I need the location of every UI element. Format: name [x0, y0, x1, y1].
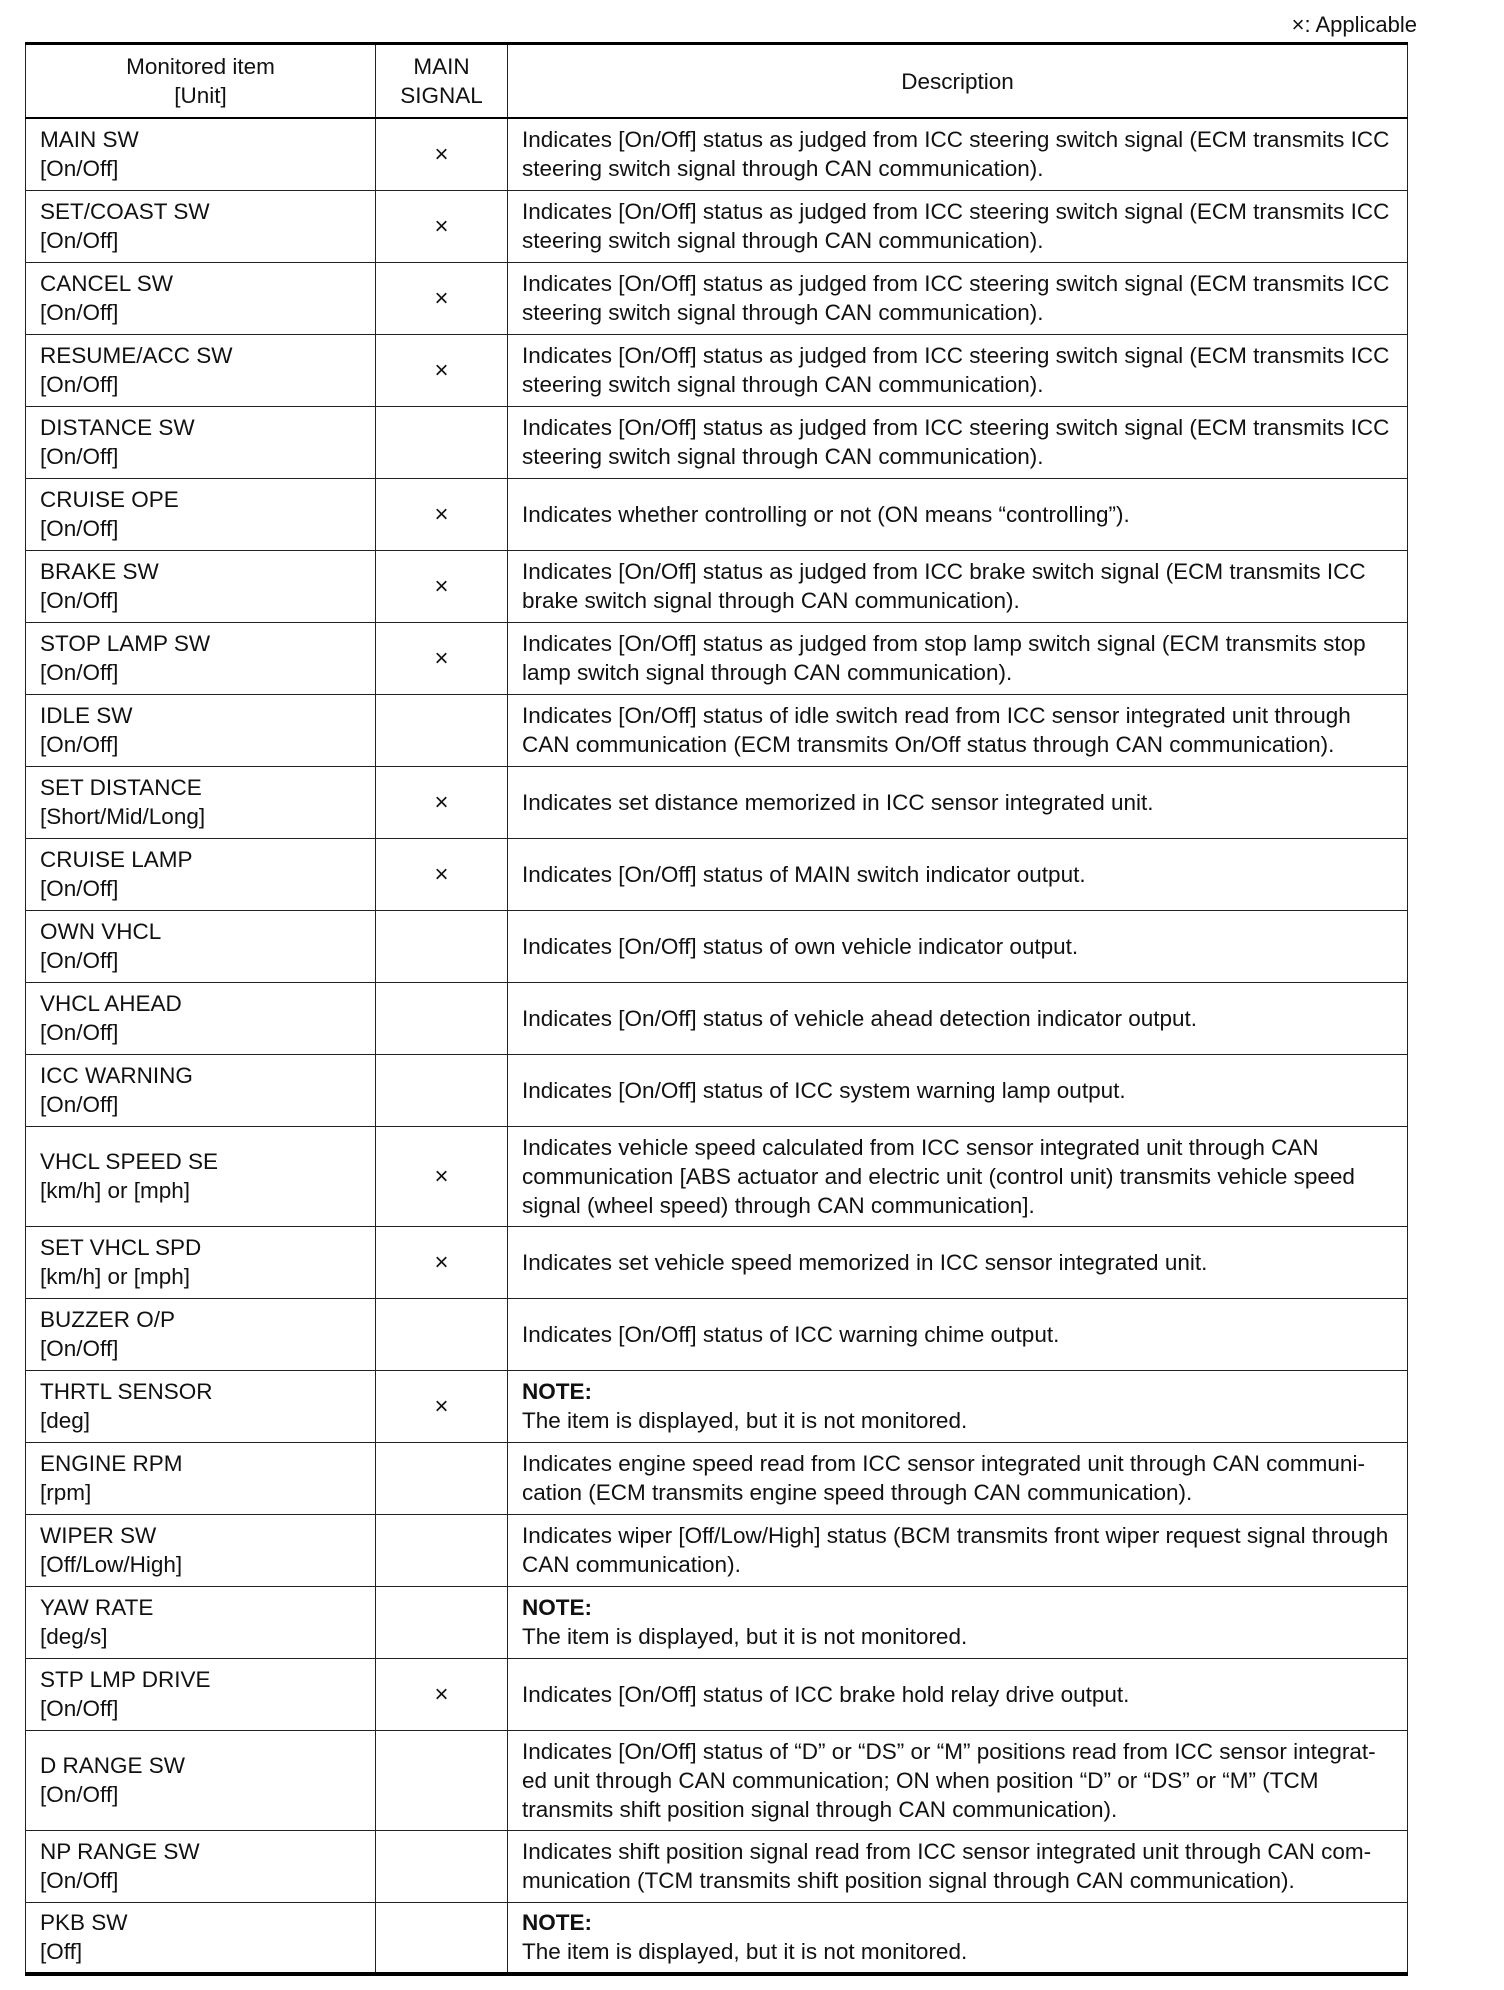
description-text: Indicates [On/Off] status of vehicle ahead detection indicator output. [522, 1005, 1197, 1031]
item-unit: [rpm] [40, 1480, 92, 1505]
item-name: D RANGE SW [40, 1753, 186, 1778]
item-unit: [On/Off] [40, 1782, 119, 1807]
description-cell [508, 334, 1408, 406]
table-row [26, 262, 1408, 334]
item-unit: [Short/Mid/Long] [40, 804, 206, 829]
description-text: Indicates [On/Off] status of idle switch read from ICC sensor integrated unit through CAN communication (ECM transmits On/Off status through CAN communication). [522, 703, 1351, 757]
header-main-signal [376, 44, 508, 119]
note-label: NOTE: [522, 1595, 592, 1620]
table-row [26, 766, 1408, 838]
item-name: DISTANCE SW [40, 415, 195, 440]
item-unit: [On/Off] [40, 876, 119, 901]
item-unit: [km/h] or [mph] [40, 1178, 191, 1203]
item-name: CRUISE LAMP [40, 847, 193, 872]
item-unit: [On/Off] [40, 516, 119, 541]
item-name: YAW RATE [40, 1595, 154, 1620]
table-row [26, 406, 1408, 478]
item-unit: [On/Off] [40, 1696, 119, 1721]
description-text: Indicates [On/Off] status as judged from ICC steering switch signal (ECM transmits ICC steering switch signal through CAN communication). [522, 415, 1390, 469]
item-unit: [On/Off] [40, 732, 119, 757]
main-signal-mark [376, 1298, 508, 1370]
monitored-item-cell [26, 1514, 376, 1586]
description-cell [508, 982, 1408, 1054]
item-name: WIPER SW [40, 1523, 157, 1548]
monitored-item-cell [26, 1586, 376, 1658]
description-text: Indicates [On/Off] status of “D” or “DS” or “M” positions read from ICC sensor integrat-ed unit through CAN communication; ON when position “D” or “DS” or “M” (TCM transmits shift position signal through CAN communication). [522, 1738, 1376, 1822]
description-text: Indicates [On/Off] status of MAIN switch indicator output. [522, 861, 1086, 887]
main-signal-mark [376, 910, 508, 982]
main-signal-mark: × [376, 478, 508, 550]
description-text: Indicates [On/Off] status of ICC warning chime output. [522, 1321, 1060, 1347]
monitored-item-cell [26, 1054, 376, 1126]
monitored-item-cell [26, 838, 376, 910]
description-cell [508, 478, 1408, 550]
header-item-line1: Monitored item [126, 54, 275, 79]
table-row [26, 694, 1408, 766]
description-cell [508, 1586, 1408, 1658]
description-cell [508, 118, 1408, 190]
main-signal-mark: × [376, 1370, 508, 1442]
table-row [26, 1126, 1408, 1226]
table-row [26, 1298, 1408, 1370]
header-description: Description [508, 44, 1408, 119]
description-text: Indicates [On/Off] status of ICC system warning lamp output. [522, 1077, 1126, 1103]
main-signal-mark: × [376, 118, 508, 190]
main-signal-mark [376, 1730, 508, 1830]
description-cell [508, 1902, 1408, 1974]
main-signal-mark [376, 1054, 508, 1126]
description-cell [508, 766, 1408, 838]
main-signal-mark: × [376, 1658, 508, 1730]
description-cell [508, 1514, 1408, 1586]
monitored-item-cell [26, 1298, 376, 1370]
description-text: Indicates vehicle speed calculated from ICC sensor integrated unit through CAN communication [ABS actuator and electric unit (control unit) transmits vehicle speed signal (wheel speed) through CAN communication]. [522, 1134, 1355, 1218]
monitored-item-cell [26, 1442, 376, 1514]
item-unit: [On/Off] [40, 228, 119, 253]
header-signal-line1: MAIN [413, 54, 470, 79]
table-body [26, 118, 1408, 1974]
description-text: Indicates engine speed read from ICC sensor integrated unit through CAN communi-cation (ECM transmits engine speed through CAN communication). [522, 1451, 1365, 1505]
main-signal-mark [376, 1586, 508, 1658]
monitored-item-cell [26, 1902, 376, 1974]
main-signal-mark: × [376, 838, 508, 910]
description-text: Indicates [On/Off] status as judged from stop lamp switch signal (ECM transmits stop lamp switch signal through CAN communication). [522, 631, 1366, 685]
main-signal-mark [376, 694, 508, 766]
monitored-item-cell [26, 1730, 376, 1830]
monitored-item-cell [26, 334, 376, 406]
item-name: SET/COAST SW [40, 199, 210, 224]
table-row [26, 1370, 1408, 1442]
description-cell [508, 262, 1408, 334]
item-name: VHCL SPEED SE [40, 1149, 218, 1174]
item-unit: [On/Off] [40, 444, 119, 469]
table-row [26, 478, 1408, 550]
item-name: VHCL AHEAD [40, 991, 182, 1016]
description-cell [508, 1226, 1408, 1298]
item-name: IDLE SW [40, 703, 133, 728]
note-text: The item is displayed, but it is not monitored. [522, 1624, 968, 1649]
main-signal-mark [376, 1514, 508, 1586]
description-cell [508, 1658, 1408, 1730]
table-row [26, 1902, 1408, 1974]
note-text: The item is displayed, but it is not monitored. [522, 1408, 968, 1433]
main-signal-mark [376, 982, 508, 1054]
note-label: NOTE: [522, 1910, 592, 1936]
monitored-item-cell [26, 550, 376, 622]
item-unit: [deg/s] [40, 1624, 108, 1649]
description-text: Indicates [On/Off] status as judged from ICC brake switch signal (ECM transmits ICC brake switch signal through CAN communication). [522, 559, 1366, 613]
description-cell [508, 838, 1408, 910]
monitored-item-cell [26, 622, 376, 694]
item-unit: [On/Off] [40, 1868, 119, 1893]
monitored-item-cell [26, 406, 376, 478]
monitored-item-cell [26, 982, 376, 1054]
main-signal-mark [376, 1830, 508, 1902]
description-cell [508, 1370, 1408, 1442]
description-text: Indicates wiper [Off/Low/High] status (BCM transmits front wiper request signal through CAN communication). [522, 1523, 1389, 1577]
main-signal-mark: × [376, 334, 508, 406]
item-unit: [On/Off] [40, 156, 119, 182]
description-text: Indicates shift position signal read from ICC sensor integrated unit through CAN com-munication (TCM transmits shift position signal through CAN communication). [522, 1839, 1372, 1893]
description-cell [508, 190, 1408, 262]
item-unit: [On/Off] [40, 948, 119, 973]
main-signal-mark: × [376, 190, 508, 262]
description-text: Indicates [On/Off] status as judged from ICC steering switch signal (ECM transmits ICC steering switch signal through CAN communication). [522, 343, 1390, 397]
applicable-legend: ×: Applicable [1291, 12, 1417, 37]
monitored-item-cell [26, 118, 376, 190]
table-row [26, 1514, 1408, 1586]
main-signal-mark: × [376, 622, 508, 694]
monitored-item-cell [26, 262, 376, 334]
description-cell [508, 1442, 1408, 1514]
monitored-item-cell [26, 1658, 376, 1730]
item-unit: [deg] [40, 1408, 91, 1433]
table-row [26, 982, 1408, 1054]
monitored-item-cell [26, 1370, 376, 1442]
item-unit: [On/Off] [40, 588, 119, 613]
main-signal-mark: × [376, 262, 508, 334]
item-name: MAIN SW [40, 127, 139, 153]
table-row [26, 1054, 1408, 1126]
item-unit: [Off/Low/High] [40, 1552, 183, 1577]
description-cell [508, 622, 1408, 694]
description-text: Indicates set vehicle speed memorized in ICC sensor integrated unit. [522, 1249, 1208, 1275]
item-unit: [On/Off] [40, 660, 119, 685]
item-name: THRTL SENSOR [40, 1379, 213, 1404]
item-unit: [On/Off] [40, 1020, 119, 1045]
main-signal-mark: × [376, 1226, 508, 1298]
monitored-item-cell [26, 694, 376, 766]
description-text: Indicates [On/Off] status of own vehicle indicator output. [522, 933, 1079, 959]
monitored-item-cell [26, 190, 376, 262]
item-unit: [On/Off] [40, 1336, 119, 1361]
item-name: ENGINE RPM [40, 1451, 183, 1476]
header-signal-line2: SIGNAL [400, 83, 483, 108]
description-cell [508, 1730, 1408, 1830]
monitored-item-cell [26, 1830, 376, 1902]
description-text: Indicates [On/Off] status as judged from ICC steering switch signal (ECM transmits ICC steering switch signal through CAN communication). [522, 127, 1390, 182]
item-unit: [Off] [40, 1939, 83, 1965]
item-name: CANCEL SW [40, 271, 173, 296]
description-cell [508, 910, 1408, 982]
note-text: The item is displayed, but it is not monitored. [522, 1939, 968, 1965]
table-row [26, 1586, 1408, 1658]
main-signal-mark: × [376, 550, 508, 622]
main-signal-mark: × [376, 1126, 508, 1226]
table-row [26, 550, 1408, 622]
item-name: NP RANGE SW [40, 1839, 200, 1864]
description-cell [508, 1830, 1408, 1902]
description-text: Indicates [On/Off] status as judged from ICC steering switch signal (ECM transmits ICC steering switch signal through CAN communication). [522, 271, 1390, 325]
monitored-item-cell [26, 478, 376, 550]
item-name: BUZZER O/P [40, 1307, 176, 1332]
table-row [26, 1226, 1408, 1298]
table-row [26, 622, 1408, 694]
description-cell [508, 550, 1408, 622]
table-row [26, 1658, 1408, 1730]
item-name: CRUISE OPE [40, 487, 179, 512]
description-cell [508, 694, 1408, 766]
item-name: PKB SW [40, 1910, 128, 1936]
item-name: RESUME/ACC SW [40, 343, 233, 368]
table-row [26, 1730, 1408, 1830]
description-cell [508, 1054, 1408, 1126]
header-item-line2: [Unit] [174, 83, 227, 108]
monitored-items-table [25, 42, 1408, 1976]
description-cell [508, 1298, 1408, 1370]
table-row [26, 1442, 1408, 1514]
table-row [26, 910, 1408, 982]
item-unit: [km/h] or [mph] [40, 1264, 191, 1289]
monitored-item-cell [26, 1226, 376, 1298]
header-monitored-item [26, 44, 376, 119]
table-row [26, 190, 1408, 262]
item-unit: [On/Off] [40, 300, 119, 325]
main-signal-mark: × [376, 766, 508, 838]
description-cell [508, 1126, 1408, 1226]
description-text: Indicates set distance memorized in ICC sensor integrated unit. [522, 789, 1154, 815]
table-row [26, 838, 1408, 910]
table-header-row [26, 44, 1408, 119]
monitored-item-cell [26, 910, 376, 982]
main-signal-mark [376, 1442, 508, 1514]
item-name: OWN VHCL [40, 919, 162, 944]
monitored-item-cell [26, 766, 376, 838]
main-signal-mark [376, 1902, 508, 1974]
table-row [26, 334, 1408, 406]
item-name: BRAKE SW [40, 559, 159, 584]
table-row [26, 1830, 1408, 1902]
item-name: SET VHCL SPD [40, 1235, 202, 1260]
description-text: Indicates [On/Off] status as judged from ICC steering switch signal (ECM transmits ICC steering switch signal through CAN communication). [522, 199, 1390, 253]
item-unit: [On/Off] [40, 372, 119, 397]
main-signal-mark [376, 406, 508, 478]
description-cell [508, 406, 1408, 478]
item-name: ICC WARNING [40, 1063, 193, 1088]
item-name: STOP LAMP SW [40, 631, 211, 656]
table-row [26, 118, 1408, 190]
note-label: NOTE: [522, 1379, 592, 1404]
item-name: STP LMP DRIVE [40, 1667, 211, 1692]
item-name: SET DISTANCE [40, 775, 202, 800]
item-unit: [On/Off] [40, 1092, 119, 1117]
description-text: Indicates [On/Off] status of ICC brake hold relay drive output. [522, 1681, 1130, 1707]
description-text: Indicates whether controlling or not (ON means “controlling”). [522, 501, 1130, 527]
monitored-item-cell [26, 1126, 376, 1226]
